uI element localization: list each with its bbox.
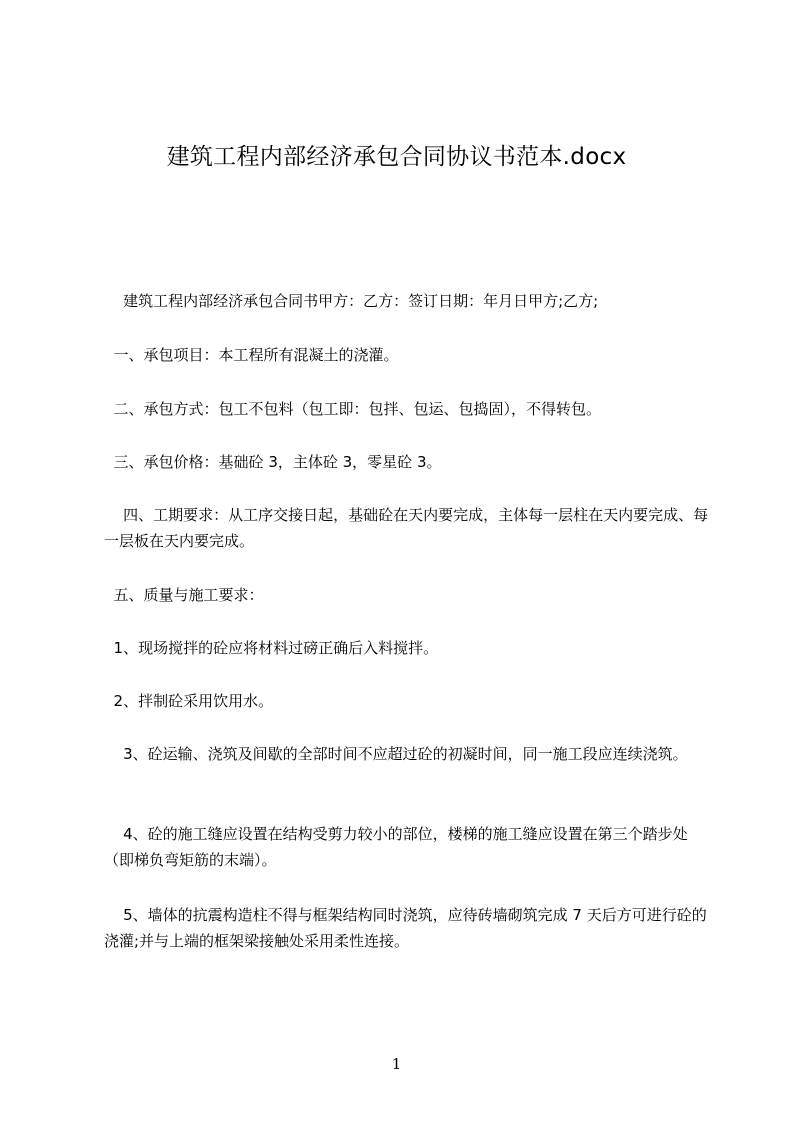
paragraph-schedule: 四、工期要求：从工序交接日起，基础砼在天内要完成，主体每一层柱在天内要完成、每一层板在天内要完成。 — [104, 506, 709, 550]
document-title: 建筑工程内部经济承包合同协议书范本.docx — [166, 144, 627, 170]
page-number: 1 — [391, 1055, 402, 1073]
paragraph-quality-item-3: 3、砼运输、浇筑及间歇的全部时间不应超过砼的初凝时间，同一施工段应连续浇筑。 — [104, 745, 688, 763]
paragraph-quality-item-4: 4、砼的施工缝应设置在结构受剪力较小的部位，楼梯的施工缝应设置在第三个踏步处（即梯负弯矩筋的末端）。 — [104, 825, 688, 869]
paragraph-quality-item-2: 2、拌制砼采用饮用水。 — [104, 692, 274, 710]
paragraph-contract-item: 一、承包项目：本工程所有混凝土的浇灌。 — [104, 346, 399, 364]
paragraph-quality-item-1: 1、现场搅拌的砼应将材料过磅正确后入料搅拌。 — [104, 639, 439, 657]
paragraph-quality-heading: 五、质量与施工要求： — [104, 586, 264, 604]
paragraph-contract-method: 二、承包方式：包工不包料（包工即：包拌、包运、包捣固），不得转包。 — [104, 400, 602, 418]
paragraph-contract-price: 三、承包价格：基础砼 3，主体砼 3，零星砼 3。 — [104, 453, 442, 471]
paragraph-contract-header: 建筑工程内部经济承包合同书甲方：乙方：签订日期：年月日甲方;乙方; — [104, 292, 599, 310]
paragraph-quality-item-5: 5、墙体的抗震构造柱不得与框架结构同时浇筑，应待砖墙砌筑完成 7 天后方可进行砼的浇灌;并与上端的框架梁接触处采用柔性连接。 — [104, 906, 707, 950]
